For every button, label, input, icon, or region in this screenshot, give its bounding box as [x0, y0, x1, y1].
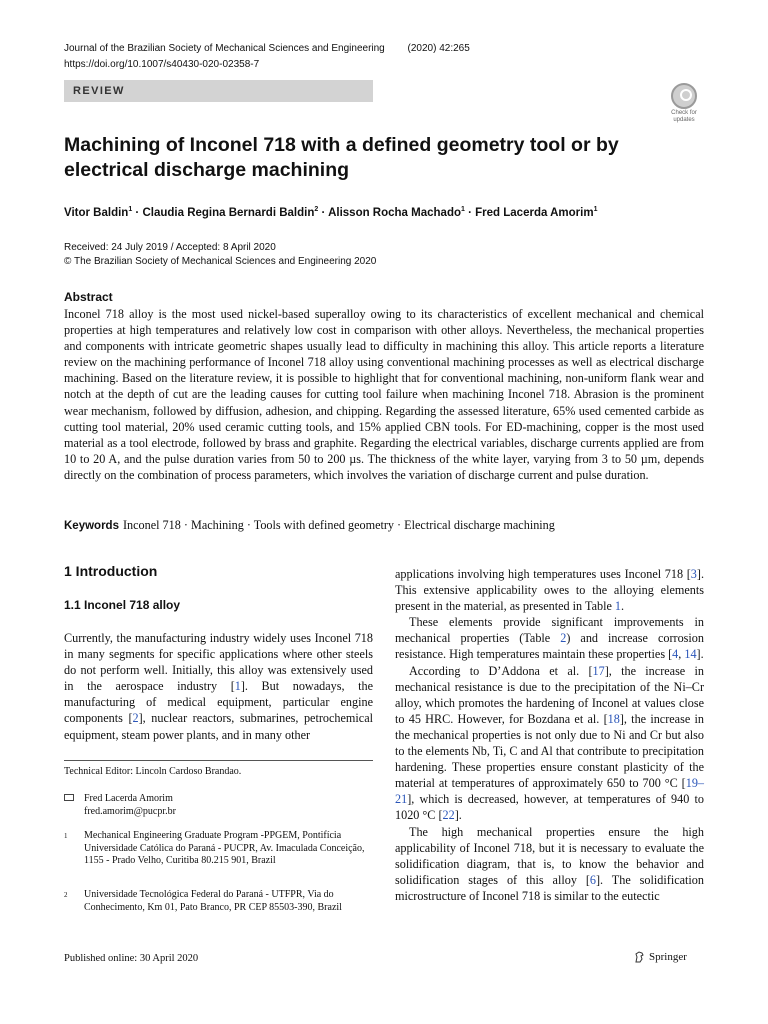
text-run: ], which is decreased, however, at temperatures of 940 to 1020 °C [: [395, 792, 704, 823]
check-updates-icon: [671, 83, 697, 109]
keywords-label: Keywords: [64, 520, 119, 532]
text-run: ].: [454, 808, 462, 823]
published-online: Published online: 30 April 2020: [64, 953, 199, 964]
paper-title: Machining of Inconel 718 with a defined geometry tool or by electrical discharge machining: [64, 134, 619, 181]
doi-link[interactable]: https://doi.org/10.1007/s40430-020-02358-7: [64, 59, 260, 70]
affiliation-number: 2: [64, 891, 68, 899]
text-run: ]. But nowadays, the manufacturing of medical equipment, particular engine components [: [64, 679, 374, 726]
subsection-heading: 1.1 Inconel 718 alloy: [64, 598, 181, 612]
publisher-logo: [634, 951, 687, 963]
abstract-text: Inconel 718 alloy is the most used nickel-based superalloy owing to its characteristics of excellent mechanical and chemical properties at high temperatures and relatively low cost in comparison with other alloys. Nevertheless, the mechanical properties and components with intricate geometric shapes usually lead to difficulty in machining this alloy. This article reports a literature review on the machining performance of Inconel 718 alloy using conventional machining processes as well as electrical discharge machining. Based on the literature review, it is possible to highlight that for conventional machining, non-uniform flank wear and notch at the depth of cut are the leading causes for cutting tool failure when machining Inconel 718. Abrasion is the prominent wear mechanism, followed by diffusion, adhesion, and chipping. Regarding the assessed literature, 65% used cemented carbide as cutting tool material, 20% used ceramic cutting tools, and 15% applied CBN tools. For ED-machining, copper is the most used material as a tool electrode, followed by brass and graphite. Regarding the electrical variables, discharge currents applied are from 10 to 20 A, and the pulse duration varies from 50 to 200 µs. The thickness of the white layer, varying from 3 to 50 µm, depends directly on the combination of process parameters, which involves the variation of discharge current and pulse duration.: [64, 307, 704, 482]
footnote-divider: [64, 760, 373, 761]
publisher-name: Springer: [649, 951, 687, 963]
contact-name: Fred Lacerda Amorim: [84, 793, 173, 804]
section-heading: 1 Introduction: [64, 563, 158, 579]
table-link[interactable]: 2: [560, 631, 567, 646]
affiliation-mark: 1: [461, 206, 465, 213]
badge-line2: updates: [673, 117, 695, 123]
envelope-icon: [64, 794, 74, 801]
citation-link[interactable]: 22: [442, 808, 455, 823]
contact-email[interactable]: fred.amorim@pucpr.br: [84, 805, 176, 817]
abstract-heading: Abstract: [64, 290, 113, 304]
paragraph: [395, 663, 704, 824]
text-run: ], the increase in the mechanical properties is not only due to Ni and Cr but also to the elements Nb, Ti, C and Al that contribute to precipitation hardening. These properties ensure constant plasticity of the material at temperatures of approximately 650 to 700 °C [: [395, 711, 704, 791]
citation-link[interactable]: 19–21: [395, 776, 704, 807]
paragraph: [395, 614, 704, 662]
author-separator: ·: [464, 206, 476, 219]
citation: (2020) 42:265: [407, 43, 470, 54]
technical-editor: Technical Editor: Lincoln Cardoso Brandao.: [64, 766, 242, 777]
badge-line1: Check for: [671, 110, 697, 116]
keywords-text: Inconel 718 · Machining · Tools with defined geometry · Electrical discharge machining: [122, 518, 555, 532]
citation-link[interactable]: 18: [607, 711, 620, 726]
journal-header: [64, 41, 470, 73]
affiliation-mark: 2: [314, 206, 319, 213]
right-column: [395, 566, 704, 904]
received-date: Received: 24 July 2019 / Accepted: 8 April 2020: [64, 242, 276, 253]
citation-link[interactable]: 17: [592, 663, 605, 678]
text-run: ) and increase corrosion resistance. High temperatures maintain these properties [: [395, 631, 704, 662]
author-name[interactable]: Claudia Regina Bernardi Baldin: [142, 206, 315, 219]
author-list: [64, 202, 724, 221]
author-name[interactable]: Fred Lacerda Amorim: [475, 206, 594, 219]
affiliation-number: 1: [64, 832, 68, 840]
paragraph: [64, 630, 373, 743]
left-column: [64, 630, 373, 743]
citation-link[interactable]: 3: [690, 567, 697, 581]
author-name[interactable]: Alisson Rocha Machado: [328, 206, 461, 219]
journal-name: Journal of the Brazilian Society of Mechanical Sciences and Engineering: [64, 43, 385, 54]
affiliation-text: Universidade Tecnológica Federal do Paraná - UTFPR, Via do Conhecimento, Km 01, Pato Branco, PR CEP 85503-390, Brazil: [84, 889, 342, 913]
table-link[interactable]: 1: [614, 599, 622, 614]
affiliation-mark: 1: [128, 206, 133, 213]
citation-link[interactable]: 4: [672, 647, 679, 662]
text-run: .: [621, 599, 625, 614]
citation-link[interactable]: 2: [132, 711, 139, 726]
check-for-updates-badge[interactable]: [664, 83, 704, 123]
citation-link[interactable]: 1: [234, 679, 241, 694]
section-label: REVIEW: [73, 85, 125, 97]
dates-block: [64, 241, 376, 269]
paragraph: [395, 566, 704, 614]
text-run: ], the increase in mechanical resistance is due to the precipitation of the Ni–Cr alloy, which promotes the hardening of Inconel at values close to 45 HRC. However, for Bozdana et al. [: [395, 663, 704, 726]
affiliation-text: Mechanical Engineering Graduate Program -PPGEM, Pontifícia Universidade Católica do Paraná - PUCPR, Av. Imaculada Conceição, 1155 - Prado Velho, Curitiba 80.215 901, Brazil: [84, 830, 365, 866]
text-run: applications involving high temperatures uses Inconel 718 [: [395, 567, 691, 581]
copyright: © The Brazilian Society of Mechanical Sciences and Engineering 2020: [64, 256, 377, 267]
text-run: According to D’Addona et al. [: [409, 663, 593, 678]
text-run: ]. The solidification microstructure of Inconel 718 is similar to the eutectic: [395, 872, 704, 903]
paragraph: [395, 824, 704, 904]
keywords: [64, 517, 724, 534]
springer-horse-icon: [634, 951, 645, 963]
author-separator: ·: [132, 206, 143, 219]
author-name[interactable]: Vitor Baldin: [64, 206, 129, 219]
text-run: ].: [696, 647, 704, 662]
text-run: These elements provide significant improvements in mechanical properties (Table: [395, 615, 704, 646]
text-run: ], nuclear reactors, submarines, petrochemical equipment, steam power plants, and in many other: [64, 711, 373, 742]
text-run: The high mechanical properties ensure the high applicability of Inconel 718, but it is necessary to evaluate the solidification diagram, that is, to know the behavior and solidification stages of this alloy [: [395, 824, 704, 887]
section-label-bar: [64, 80, 373, 102]
text-run: ,: [678, 647, 685, 662]
author-separator: ·: [318, 206, 329, 219]
text-run: Currently, the manufacturing industry widely uses Inconel 718 in many segments for specific applications where other steels do not perform well. Initially, this alloy was extensively used in the aerospace industry [: [64, 631, 373, 694]
citation-link[interactable]: 6: [589, 872, 596, 887]
citation-link[interactable]: 14: [684, 647, 697, 662]
text-run: ]. This extensive applicability owes to the alloying elements present in the material, as presented in Table: [395, 567, 704, 614]
affiliation-mark: 1: [593, 206, 598, 213]
